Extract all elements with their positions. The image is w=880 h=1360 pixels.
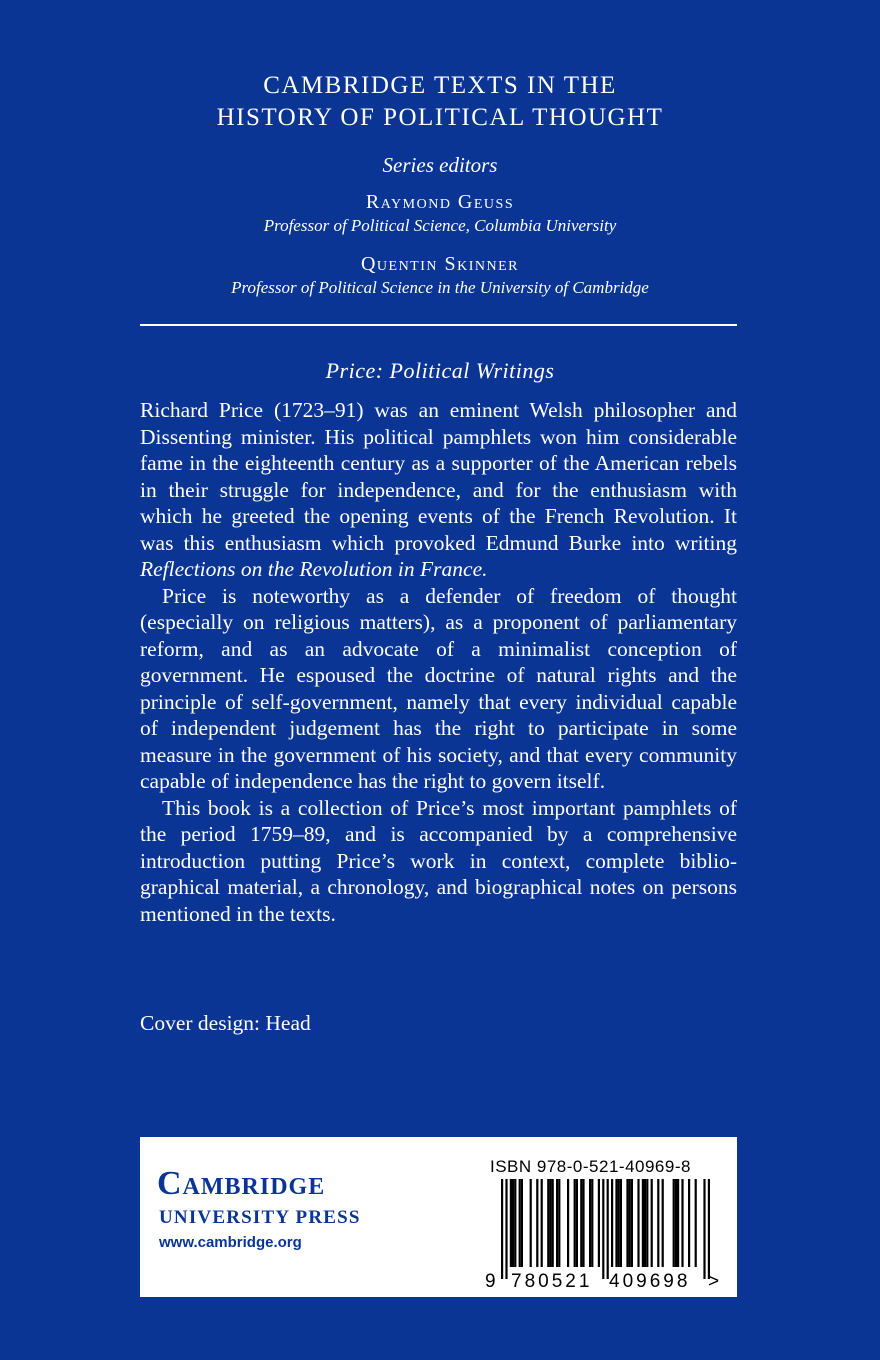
barcode-bars bbox=[501, 1179, 710, 1279]
editor-affiliation: Professor of Political Science in the University of Cambridge bbox=[231, 278, 649, 297]
barcode-bar bbox=[620, 1179, 622, 1267]
barcode-bar bbox=[598, 1179, 600, 1267]
barcode-bar bbox=[644, 1179, 646, 1267]
barcode-bar bbox=[631, 1179, 633, 1267]
barcode-bar bbox=[521, 1179, 523, 1267]
blurb-text: Richard Price (1723–91) was an eminent Welsh philosopher and Dissenting minister. His political pamphlets won him considerable fame in the eighteenth century as a supporter of the American rebels in their struggle for independence, and for the enthusiasm with which he greeted the opening events of the French Revolution. It was this enthusiasm which provoked Edmund Burke into writing bbox=[140, 398, 737, 555]
barcode-bar bbox=[673, 1179, 675, 1267]
barcode-digits-left: 780521 bbox=[511, 1271, 593, 1291]
barcode-bar bbox=[547, 1179, 549, 1267]
barcode-bar bbox=[580, 1179, 582, 1267]
isbn-label: ISBN 978-0-521-40969-8 bbox=[490, 1157, 691, 1176]
book-title: Price: Political Writings bbox=[325, 358, 555, 383]
barcode-bar bbox=[657, 1179, 659, 1267]
barcode-bar bbox=[688, 1179, 690, 1267]
barcode-bar bbox=[558, 1179, 560, 1267]
blurb bbox=[140, 397, 737, 927]
barcode-bar bbox=[519, 1179, 521, 1267]
barcode-bar bbox=[642, 1179, 644, 1267]
barcode-bar bbox=[681, 1179, 683, 1267]
barcode-bar bbox=[530, 1179, 532, 1267]
barcode-bar bbox=[703, 1179, 705, 1279]
barcode-bar bbox=[651, 1179, 653, 1267]
publisher-url: www.cambridge.org bbox=[159, 1234, 302, 1251]
barcode-bar bbox=[552, 1179, 554, 1267]
barcode-bar bbox=[501, 1179, 503, 1279]
barcode-bar bbox=[541, 1179, 543, 1267]
barcode-digits-right: 409698 bbox=[609, 1271, 691, 1291]
barcode-bar bbox=[510, 1179, 512, 1267]
publisher-logo-name: Cambridge bbox=[157, 1165, 326, 1202]
barcode-bar bbox=[675, 1179, 677, 1267]
barcode-end-mark: > bbox=[708, 1271, 720, 1291]
series-title-line1: CAMBRIDGE TEXTS IN THE bbox=[263, 72, 617, 99]
blurb-paragraph bbox=[140, 397, 737, 583]
cover-design-credit: Cover design: Head bbox=[140, 1011, 311, 1035]
divider-rule bbox=[140, 324, 737, 326]
barcode-bar bbox=[574, 1179, 576, 1267]
barcode-bar bbox=[602, 1179, 604, 1279]
publisher-subtitle: UNIVERSITY PRESS bbox=[159, 1207, 361, 1228]
series-title bbox=[0, 70, 880, 134]
blurb-paragraph: This book is a collection of Price’s most important pamphlets of the period 1759–89, and is accompanied by a comprehensive introduction putting Price’s work in context, complete bibliographical material, a chronology, and biographical notes on persons mentioned in the texts. bbox=[140, 795, 737, 926]
barcode-bar bbox=[662, 1179, 664, 1267]
blurb-italic-title: Reflections on the Revolution in France. bbox=[140, 557, 488, 581]
editor-name: Raymond Geuss bbox=[365, 191, 515, 213]
publisher-panel bbox=[140, 1137, 737, 1297]
barcode-bar bbox=[618, 1179, 620, 1267]
barcode-bar bbox=[514, 1179, 516, 1267]
barcode-bar bbox=[589, 1179, 591, 1267]
barcode-bar bbox=[567, 1179, 569, 1267]
series-title-line2: HISTORY OF POLITICAL THOUGHT bbox=[216, 104, 664, 131]
barcode-bar bbox=[582, 1179, 584, 1267]
barcode-bar bbox=[695, 1179, 697, 1267]
barcode-bar bbox=[549, 1179, 551, 1267]
barcode-bar bbox=[677, 1179, 679, 1267]
barcode-bar bbox=[576, 1179, 578, 1267]
editor-affiliation: Professor of Political Science, Columbia University bbox=[263, 216, 617, 235]
barcode-bar bbox=[646, 1179, 648, 1267]
barcode-bar bbox=[615, 1179, 617, 1267]
barcode-bar bbox=[708, 1179, 710, 1279]
barcode-bar bbox=[556, 1179, 558, 1267]
editor-name: Quentin Skinner bbox=[360, 253, 520, 275]
barcode bbox=[485, 1179, 725, 1291]
blurb-paragraph: Price is noteworthy as a defender of freedom of thought (especially on religious matters), as a proponent of parliamentary reform, and as an advocate of a minimalist conception of government. He espoused the doctrine of natural rights and the principle of self-government, namely that every individual capable of independent judgement has the right to participate in some measure in the government of his society, and that every community capable of independence has the right to govern itself. bbox=[140, 583, 737, 793]
barcode-bar bbox=[637, 1179, 639, 1267]
barcode-bar bbox=[611, 1179, 613, 1267]
barcode-bar bbox=[512, 1179, 514, 1267]
barcode-bar bbox=[626, 1179, 628, 1267]
barcode-bar bbox=[607, 1179, 609, 1279]
barcode-bar bbox=[505, 1179, 507, 1279]
series-editors-label: Series editors bbox=[382, 153, 498, 177]
barcode-digit-first: 9 bbox=[485, 1271, 496, 1291]
barcode-bar bbox=[536, 1179, 538, 1267]
barcode-bar bbox=[629, 1179, 631, 1267]
barcode-bar bbox=[591, 1179, 593, 1267]
